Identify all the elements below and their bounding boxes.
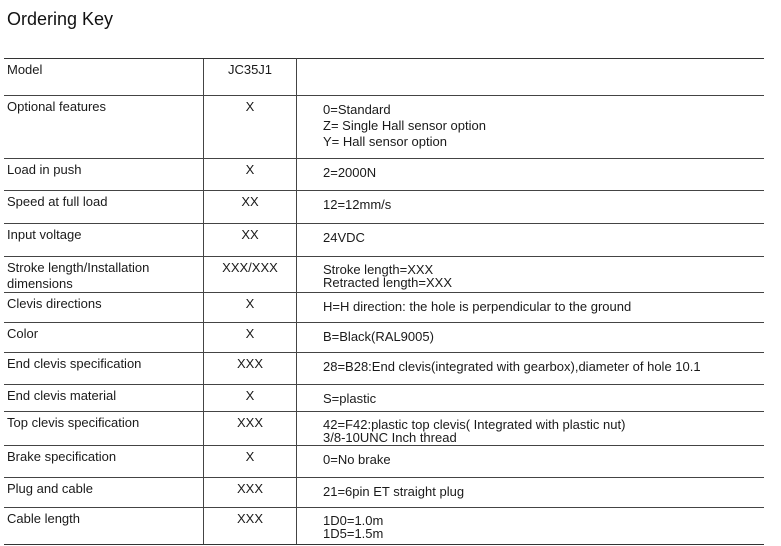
feature-cell: Cable length	[4, 508, 204, 545]
description-cell	[297, 446, 765, 478]
ordering-key-table	[4, 58, 764, 545]
feature-cell: Top clevis specification	[4, 412, 204, 446]
code-cell: XXX	[204, 353, 297, 385]
code-cell: JC35J1	[204, 59, 297, 96]
description-line: 12=12mm/s	[323, 197, 392, 212]
feature-cell: End clevis material	[4, 385, 204, 412]
description-cell	[297, 412, 765, 446]
code-cell: XXX	[204, 478, 297, 508]
description-cell	[297, 385, 765, 412]
code-cell: X	[204, 323, 297, 353]
description-line: 42=F42:plastic top clevis( Integrated with plastic nut)	[323, 417, 626, 432]
code-cell: X	[204, 159, 297, 191]
table-row	[4, 323, 764, 353]
description-line: 24VDC	[323, 230, 365, 245]
code-cell: XXX/XXX	[204, 257, 297, 293]
table-row	[4, 257, 764, 293]
table-row	[4, 159, 764, 191]
description-line: 2=2000N	[323, 165, 377, 180]
page-title: Ordering Key	[7, 9, 114, 29]
description-cell	[297, 508, 765, 545]
table-row	[4, 353, 764, 385]
description-cell	[297, 323, 765, 353]
description-line: 1D5=1.5m	[323, 526, 384, 541]
code-cell: XX	[204, 191, 297, 224]
description-cell	[297, 353, 765, 385]
description-cell	[297, 59, 765, 96]
description-line: Retracted length=XXX	[323, 275, 452, 290]
description-cell	[297, 293, 765, 323]
table-row	[4, 96, 764, 159]
description-cell	[297, 96, 765, 159]
description-line: 1D0=1.0m	[323, 513, 384, 528]
feature-cell: Stroke length/Installation dimensions	[4, 257, 204, 293]
code-cell: XX	[204, 224, 297, 257]
description-line: Z= Single Hall sensor option	[323, 118, 486, 133]
feature-cell: Load in push	[4, 159, 204, 191]
feature-cell: Clevis directions	[4, 293, 204, 323]
description-line: 28=B28:End clevis(integrated with gearbox),diameter of hole 10.1	[323, 359, 701, 374]
code-cell: XXX	[204, 508, 297, 545]
feature-cell: Model	[4, 59, 204, 96]
code-cell: X	[204, 446, 297, 478]
feature-cell: Input voltage	[4, 224, 204, 257]
description-cell	[297, 159, 765, 191]
feature-cell: Optional features	[4, 96, 204, 159]
table-row	[4, 412, 764, 446]
code-cell: X	[204, 385, 297, 412]
description-cell	[297, 191, 765, 224]
table-row	[4, 446, 764, 478]
feature-cell: Plug and cable	[4, 478, 204, 508]
table-row	[4, 478, 764, 508]
description-line: Y= Hall sensor option	[323, 134, 447, 149]
description-cell	[297, 224, 765, 257]
description-line: B=Black(RAL9005)	[323, 329, 434, 344]
table-row	[4, 385, 764, 412]
code-cell: X	[204, 293, 297, 323]
description-line: 0=No brake	[323, 452, 391, 467]
table-row	[4, 191, 764, 224]
description-line: 3/8-10UNC Inch thread	[323, 430, 457, 445]
description-cell	[297, 257, 765, 293]
feature-cell: End clevis specification	[4, 353, 204, 385]
description-cell	[297, 478, 765, 508]
description-line: H=H direction: the hole is perpendicular to the ground	[323, 299, 632, 314]
description-line: S=plastic	[323, 391, 377, 406]
feature-cell: Brake specification	[4, 446, 204, 478]
code-cell: XXX	[204, 412, 297, 446]
description-line: 0=Standard	[323, 102, 391, 117]
feature-cell: Color	[4, 323, 204, 353]
feature-cell: Speed at full load	[4, 191, 204, 224]
description-line: Stroke length=XXX	[323, 262, 434, 277]
table-row	[4, 224, 764, 257]
table-row	[4, 59, 764, 96]
table-row	[4, 508, 764, 545]
table-row	[4, 293, 764, 323]
description-line: 21=6pin ET straight plug	[323, 484, 465, 499]
code-cell: X	[204, 96, 297, 159]
